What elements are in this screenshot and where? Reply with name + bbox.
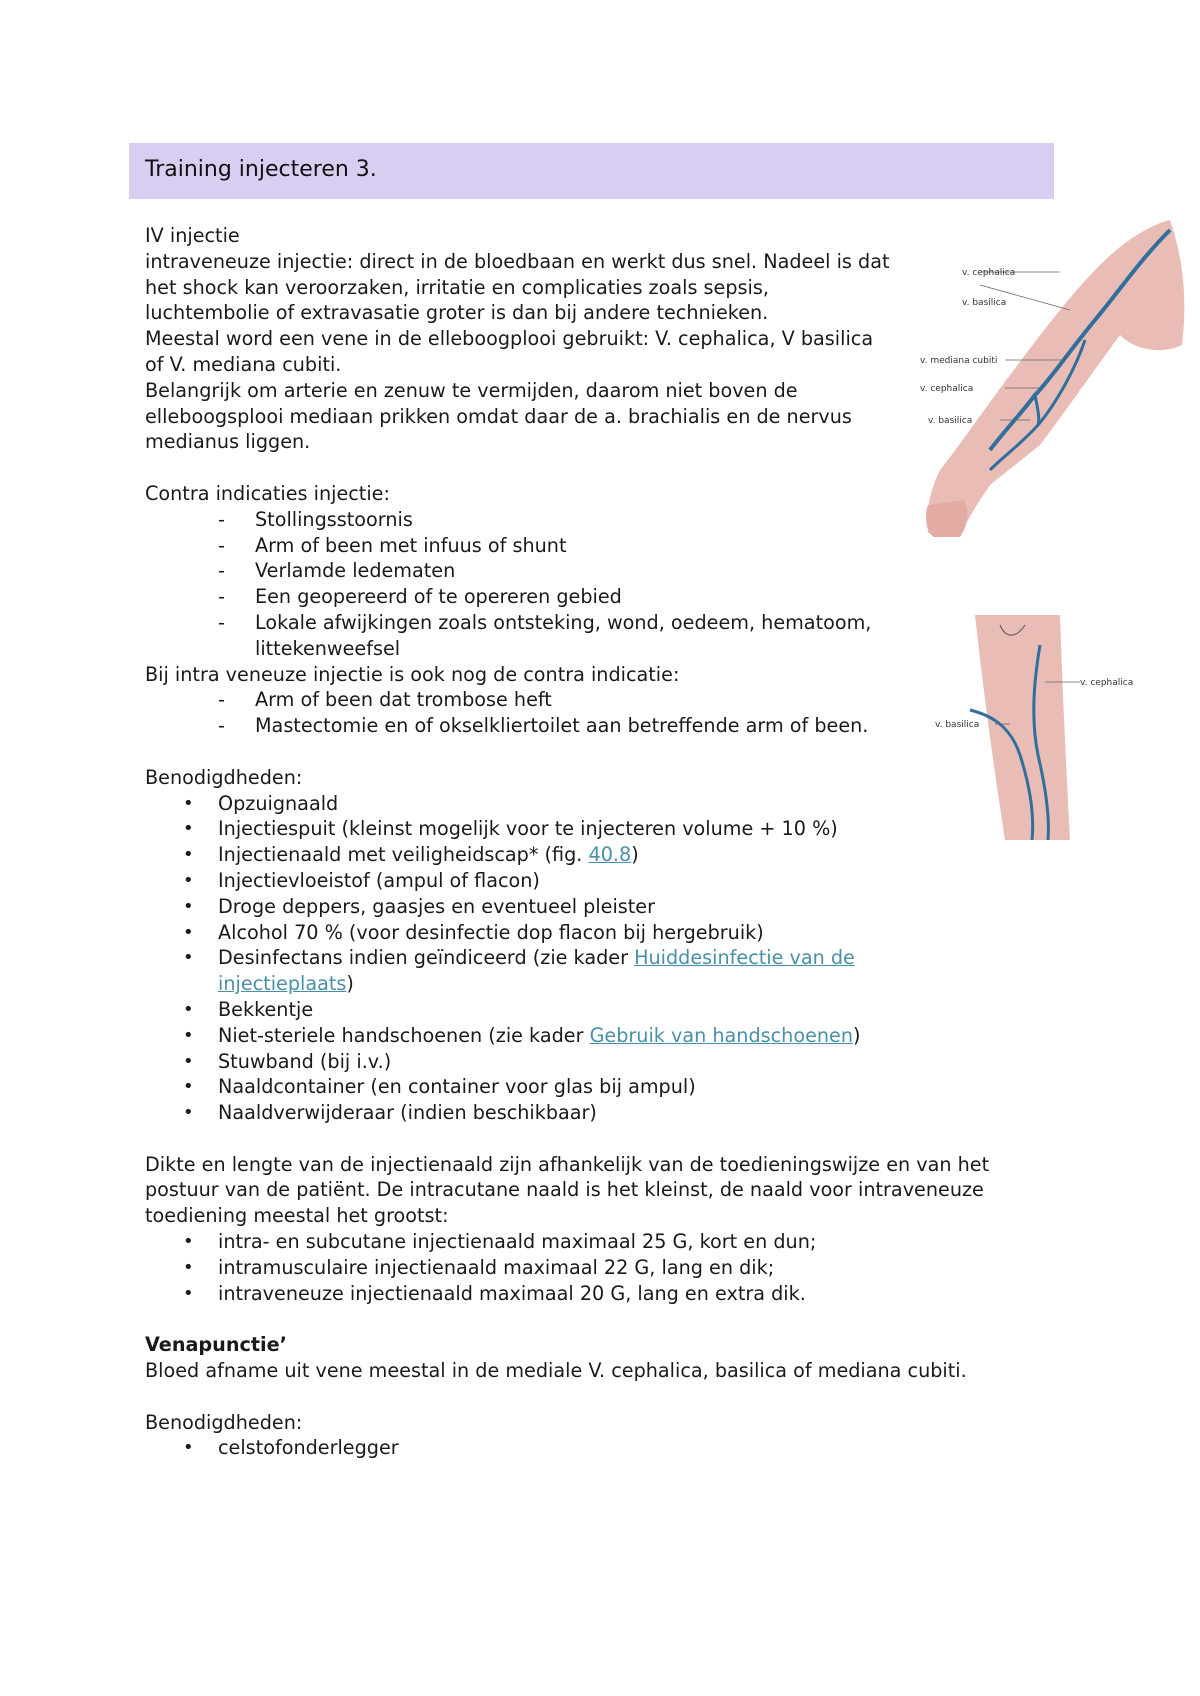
list-item: • Droge deppers, gaasjes en eventueel pleister [145, 894, 1038, 920]
contra-list [145, 507, 905, 662]
huiddesinfectie-link[interactable]: Huiddesinfectie van de injectieplaats [218, 946, 855, 996]
supplies-heading: Benodigdheden: [145, 765, 303, 789]
list-item: - Stollingsstoornis [145, 507, 905, 533]
list-item: • Naaldverwijderaar (indien beschikbaar) [145, 1100, 1038, 1126]
iv-heading: IV injectie [145, 224, 240, 247]
list-item: • Desinfectans indien geïndiceerd (zie kader Huiddesinfectie van de injectieplaats) [145, 945, 918, 997]
fig2-label: v. cephalica [1080, 678, 1134, 688]
list-item: • Niet-steriele handschoenen (zie kader Gebruik van handschoenen) [145, 1023, 1038, 1049]
list-item: • Injectienaald met veiligheidscap* (fig. 40.8) [145, 842, 1038, 868]
list-item: • Alcohol 70 % (voor desinfectie dop flacon bij hergebruik) [145, 920, 1038, 946]
fig1-label: v. basilica [962, 298, 1007, 308]
iv-para-1: intraveneuze injectie: direct in de bloedbaan en werkt dus snel. Nadeel is dat het shock kan veroorzaken, irritatie en complicaties zoals sepsis, luchtembolie of extravasatie groter is dan bij andere technieken. [145, 249, 890, 325]
list-item: • Stuwband (bij i.v.) [145, 1049, 1038, 1075]
list-item: • Injectiespuit (kleinst mogelijk voor te injecteren volume + 10 %) [145, 816, 1038, 842]
contra-heading: Contra indicaties injectie: [145, 481, 390, 505]
venapunctie-para: Bloed afname uit vene meestal in de mediale V. cephalica, basilica of mediana cubiti. [145, 1359, 967, 1383]
list-item: - Mastectomie en of okselkliertoilet aan betreffende arm of been. [145, 713, 905, 739]
fig-40-8-link[interactable]: 40.8 [588, 843, 632, 867]
list-item: • Bekkentje [145, 997, 1038, 1023]
fig1-label: v. mediana cubiti [920, 356, 998, 366]
list-item: - Verlamde ledematen [145, 558, 905, 584]
handschoenen-link[interactable]: Gebruik van handschoenen [589, 1023, 854, 1047]
list-item: • celstofonderlegger [145, 1435, 1065, 1461]
iv-para-3: Belangrijk om arterie en zenuw te vermijden, daarom niet boven de elleboogsplooi mediaan prikken omdat daar de a. brachialis en de nervus medianus liggen. [145, 378, 852, 454]
list-item: • intraveneuze injectienaald maximaal 20 G, lang en extra dik. [145, 1281, 1065, 1307]
fig2-label: v. basilica [935, 720, 980, 730]
list-item: - Lokale afwijkingen zoals ontsteking, wond, oedeem, hematoom, littekenweefsel [145, 610, 905, 662]
iv-contra-list [145, 687, 905, 739]
list-item: - Arm of been met infuus of shunt [145, 533, 905, 559]
venapunctie-supplies-heading: Benodigdheden: [145, 1410, 303, 1434]
title-bar [129, 143, 1054, 199]
page-title: Training injecteren 3. [145, 157, 377, 182]
list-item: • Injectievloeistof (ampul of flacon) [145, 868, 1038, 894]
supplies-list [145, 791, 1065, 1126]
list-item: • intramusculaire injectienaald maximaal 22 G, lang en dik; [145, 1255, 1065, 1281]
document-body [145, 223, 1065, 1461]
fig1-label: v. cephalica [920, 384, 974, 394]
needle-para: Dikte en lengte van de injectienaald zijn afhankelijk van de toedieningswijze en van het postuur van de patiënt. De intracutane naald is het kleinst, de naald voor intraveneuze toediening meestal het grootst: [145, 1152, 990, 1228]
list-item: • intra- en subcutane injectienaald maximaal 25 G, kort en dun; [145, 1229, 1065, 1255]
iv-contra-heading: Bij intra veneuze injectie is ook nog de contra indicatie: [145, 662, 680, 686]
venapunctie-supplies-list [145, 1435, 1065, 1461]
fig1-label: v. basilica [928, 416, 973, 426]
venapunctie-heading: Venapunctie’ [145, 1333, 287, 1357]
list-item: • Naaldcontainer (en container voor glas bij ampul) [145, 1074, 1038, 1100]
list-item: - Een geopereerd of te opereren gebied [145, 584, 905, 610]
needle-list [145, 1229, 1065, 1306]
iv-para-2: Meestal word een vene in de elleboogplooi gebruikt: V. cephalica, V basilica of V. mediana cubiti. [145, 327, 874, 376]
fig1-label: v. cephalica [962, 268, 1016, 278]
list-item: - Arm of been dat trombose heft [145, 687, 905, 713]
list-item: • Opzuignaald [145, 791, 1038, 817]
